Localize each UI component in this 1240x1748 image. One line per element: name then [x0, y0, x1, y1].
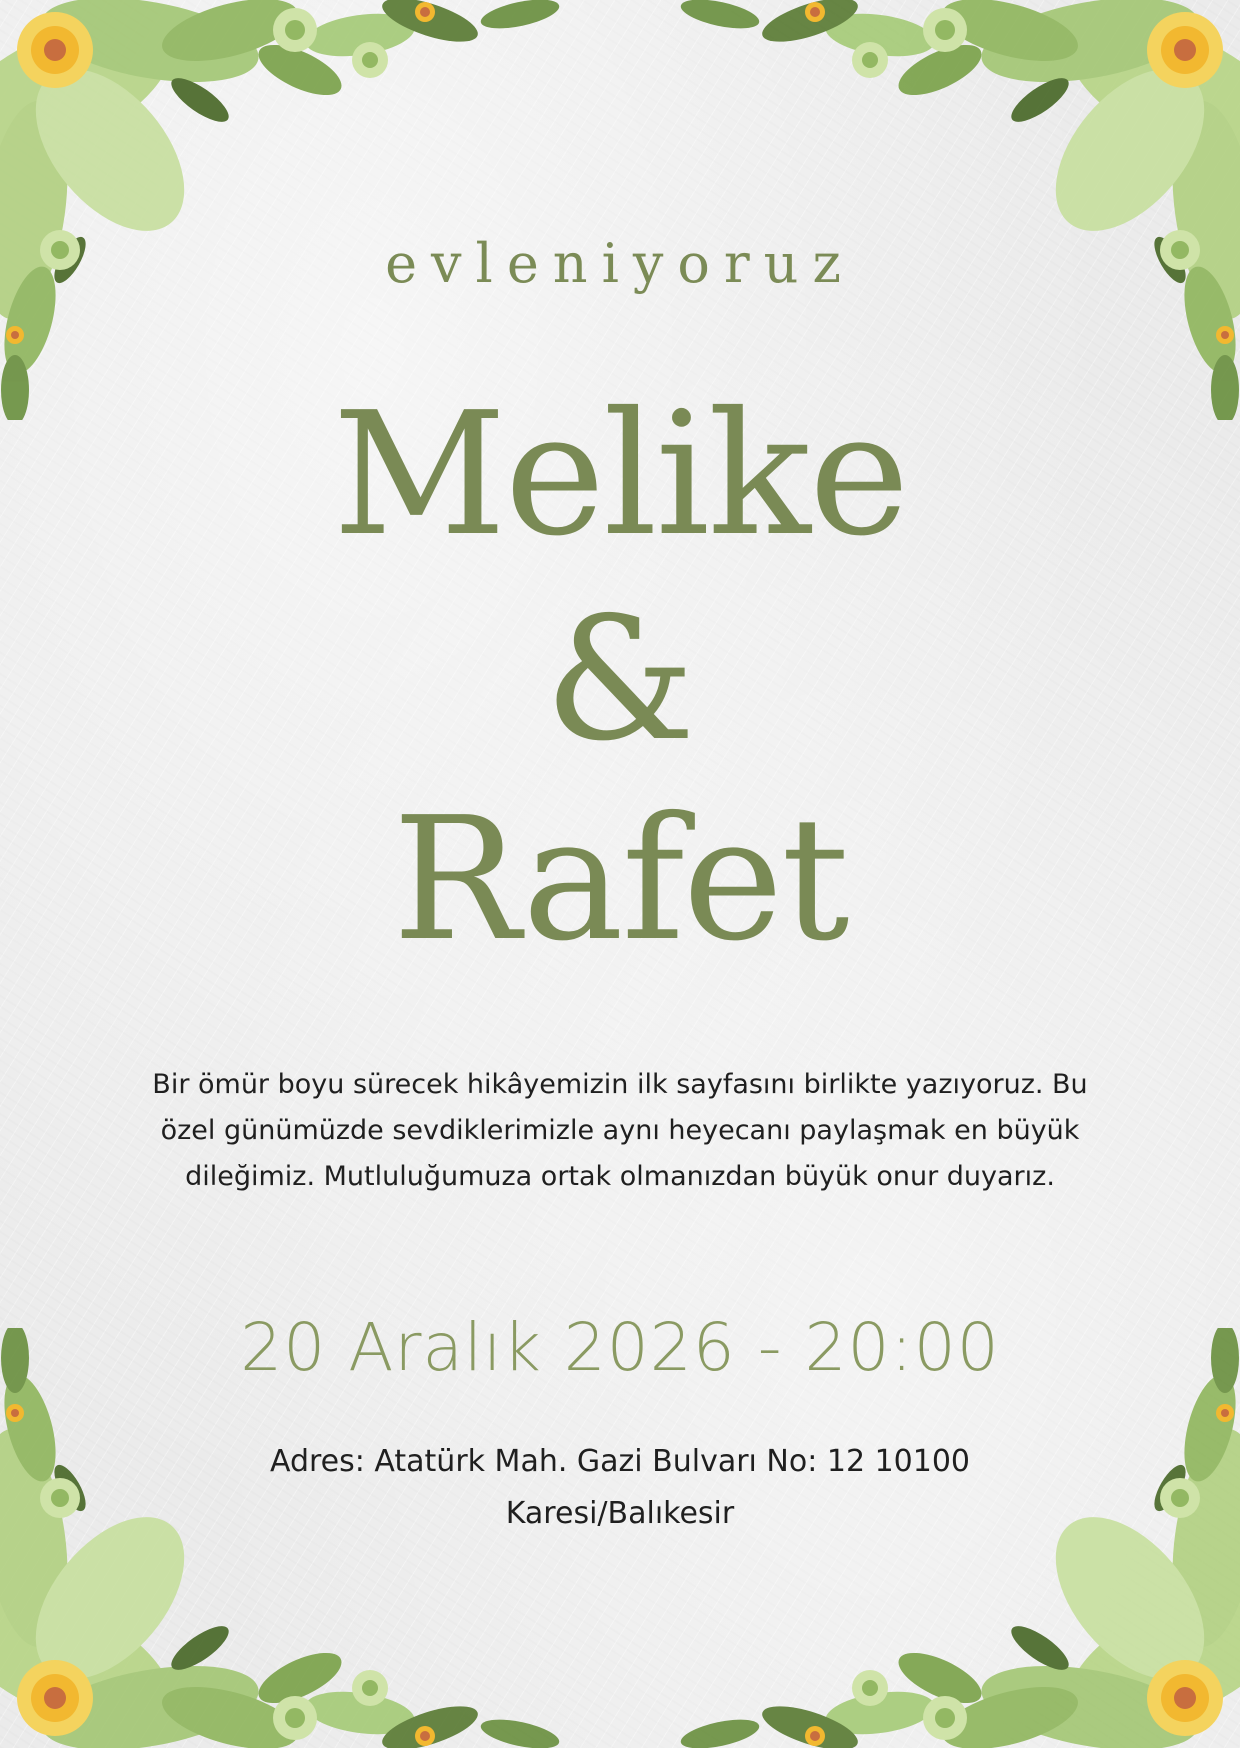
bride-name: Melike: [332, 376, 908, 574]
invitation-heading: evleniyoruz: [385, 232, 855, 295]
event-address: Adres: Atatürk Mah. Gazi Bulvarı No: 12 10100 Karesi/Balıkesir: [269, 1444, 971, 1531]
invitation-message: Bir ömür boyu sürecek hikâyemizin ilk sayfasını birlikte yazıyoruz. Bu özel günümüzde sevdiklerimizle aynı heyecanı paylaşmak en büyük dileğimiz. Mutluluğumuza ortak olmanızdan büyük onur duyarız.: [152, 1069, 1088, 1192]
event-date-time: 20 Aralık 2026 - 20:00: [240, 1309, 1000, 1386]
groom-name: Rafet: [392, 781, 848, 979]
ampersand: &: [544, 581, 696, 779]
